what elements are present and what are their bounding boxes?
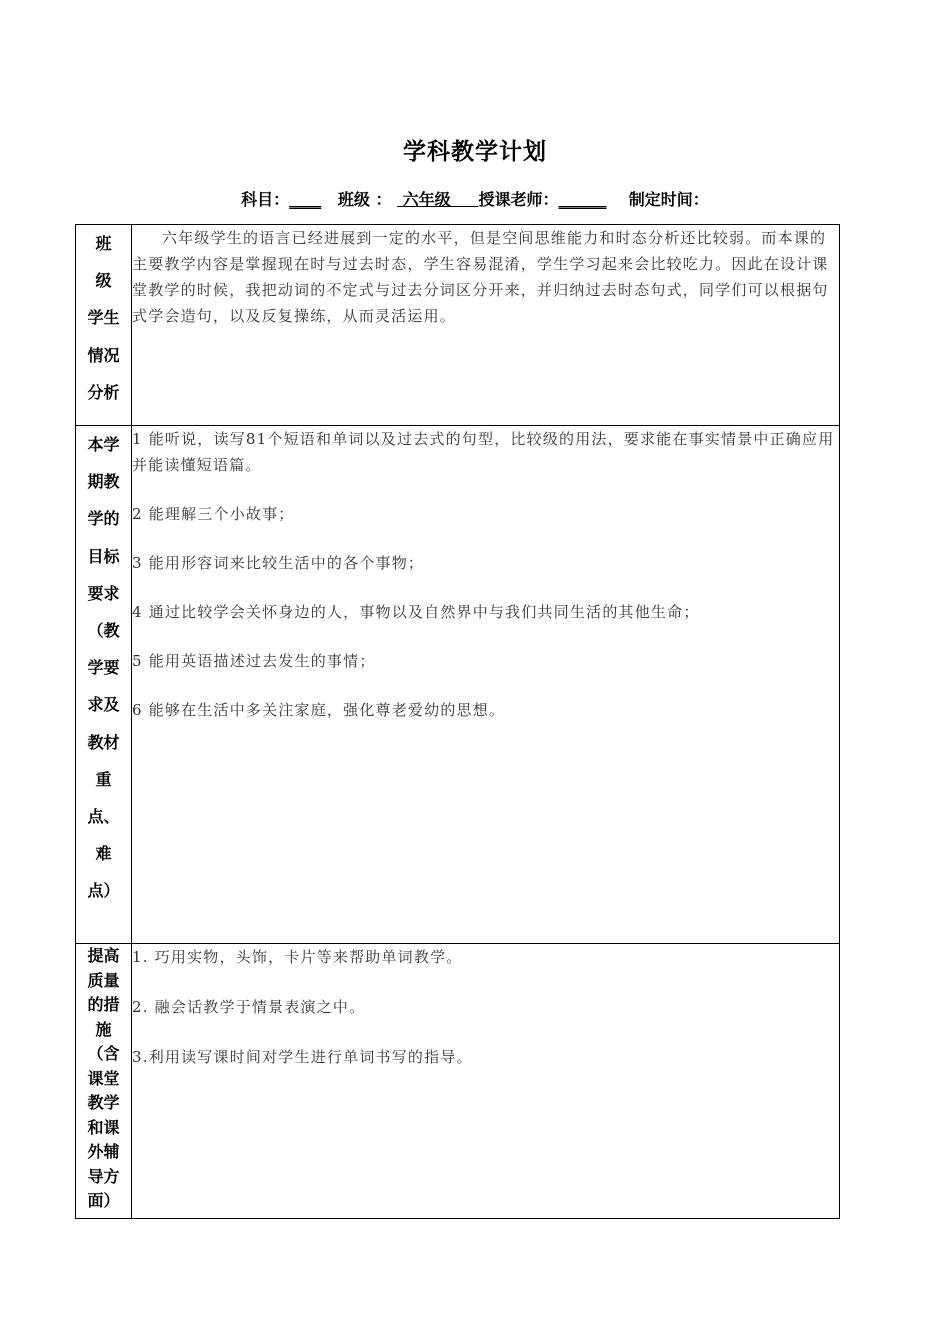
goal-item: 6 能够在生活中多关注家庭，强化尊老爱幼的思想。 [132, 701, 506, 719]
label-line: 学生 [87, 308, 120, 328]
label-line: 质量 [87, 970, 120, 990]
label-line: 面） [87, 1191, 120, 1210]
label-line: 学要 [87, 658, 120, 678]
table-row-student-analysis [76, 225, 840, 426]
measure-item: 2. 融会话教学于情景表演之中。 [132, 998, 366, 1016]
label-line: 和课 [87, 1117, 120, 1137]
label-line: 情况 [87, 345, 120, 365]
table-row-goals [76, 426, 840, 944]
analysis-paragraph: 六年级学生的语言已经进展到一定的水平，但是空间思维能力和时态分析还比较弱。而本课的主要教学内容是掌握现在时与过去时态，学生容易混淆，学生学习起来会比较吃力。因此在设计课堂教学的时候，我把动词的不定式与过去分词区分开来，并归纳过去时态句式，同学们可以根据句式学会造句，以及反复操练，从而灵活运用。 [132, 229, 829, 325]
label-line: 的措 [87, 995, 120, 1014]
goal-item: 1 能听说，读写81个短语和单词以及过去式的句型，比较级的用法，要求能在事实情景中正确应用并能读懂短语篇。 [132, 430, 835, 474]
label-line: 施 [95, 1019, 112, 1039]
label-line: 学的 [87, 509, 120, 529]
class-label: 班级 ： [337, 190, 392, 209]
teacher-label: 授课老师： [478, 190, 559, 209]
goal-item: 5 能用英语描述过去发生的事情； [132, 652, 376, 670]
measure-item: 3.利用读写课时间对学生进行单词书写的指导。 [132, 1048, 473, 1066]
label-line: 点） [87, 881, 120, 901]
row-content-measures [132, 944, 840, 1219]
label-line: 要求 [87, 583, 120, 603]
label-line: 期教 [87, 472, 120, 492]
subject-label: 科目： [241, 190, 290, 209]
label-line: 班 [95, 234, 112, 253]
label-line: 难 [95, 844, 112, 864]
label-line: （教 [87, 621, 120, 641]
label-line: 课堂 [87, 1068, 120, 1088]
label-line: 外辅 [87, 1142, 120, 1161]
row-label-student-analysis [76, 225, 132, 426]
label-line: 教材 [87, 732, 120, 752]
date-label: 制定时间： [628, 190, 709, 209]
goal-item: 4 通过比较学会关怀身边的人，事物以及自然界中与我们共同生活的其他生命； [132, 603, 700, 621]
row-label-measures [76, 944, 132, 1219]
label-line: 点、 [87, 807, 120, 827]
page-title: 学科教学计划 [403, 139, 547, 165]
label-line: 导方 [87, 1166, 120, 1186]
meta-line [0, 187, 950, 210]
label-line: 教学 [87, 1093, 120, 1112]
row-content-student-analysis [132, 225, 840, 426]
goal-item: 3 能用形容词来比较生活中的各个事物； [132, 554, 425, 572]
class-value: 六年级 [397, 190, 479, 209]
teacher-value: ______ [558, 190, 607, 209]
row-label-goals [76, 426, 132, 944]
label-line: 目标 [87, 546, 120, 566]
label-line: 重 [95, 769, 112, 789]
measure-item: 1. 巧用实物，头饰，卡片等来帮助单词教学。 [132, 948, 463, 966]
label-line: （含 [87, 1044, 120, 1063]
label-line: 本学 [87, 435, 120, 454]
label-line: 求及 [87, 695, 120, 715]
label-line: 提高 [87, 946, 120, 965]
label-line: 级 [95, 271, 112, 291]
row-content-goals [132, 426, 840, 944]
plan-table [75, 224, 840, 1219]
table-row-measures [76, 944, 840, 1219]
subject-value: ____ [289, 190, 322, 209]
goal-item: 2 能理解三个小故事； [132, 505, 295, 523]
label-line: 分析 [87, 382, 120, 402]
